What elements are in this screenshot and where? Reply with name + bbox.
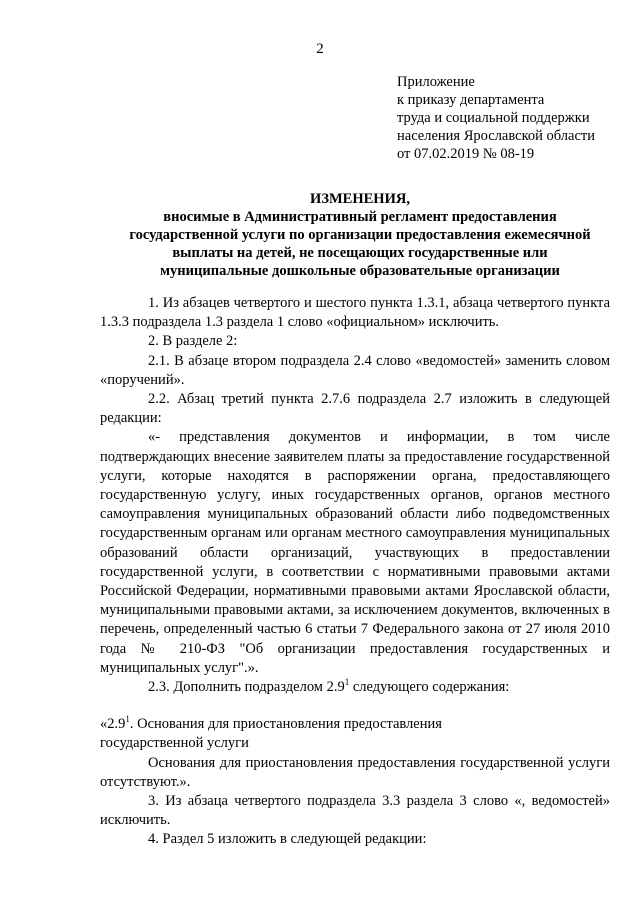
document-body	[100, 294, 610, 850]
appendix-line: от 07.02.2019 № 08-19	[397, 146, 535, 162]
paragraph-4: 4. Раздел 5 изложить в следующей редакции:	[148, 831, 427, 848]
title-line: муниципальные дошкольные образовательные организации	[160, 263, 560, 279]
subsection-heading-line-1	[100, 715, 610, 734]
subsection-title: . Основания для приостановления предоставления	[129, 716, 442, 733]
superscript: 1	[344, 677, 350, 688]
subsection-number: «2.9	[100, 716, 126, 733]
paragraph-2-3-tail: следующего содержания:	[349, 679, 510, 696]
title-line: выплаты на детей, не посещающих государственные или	[172, 245, 548, 261]
paragraph-2: 2. В разделе 2:	[148, 333, 238, 350]
title-heading: ИЗМЕНЕНИЯ,	[310, 191, 410, 207]
appendix-line: к приказу департамента	[397, 92, 545, 108]
paragraph-2-3-text: 2.3. Дополнить подразделом 2.9	[148, 679, 345, 696]
paragraph-grounds: Основания для приостановления предоставления государственной услуги отсутствуют.».	[100, 754, 610, 790]
subsection-heading-line-2: государственной услуги	[100, 735, 249, 752]
paragraph-2-1: 2.1. В абзаце втором подраздела 2.4 слово «ведомостей» заменить словом «поручений».	[100, 352, 610, 388]
page-number: 2	[316, 41, 324, 57]
paragraph-quote: «- представления документов и информации, в том числе подтверждающих внесение заявителем платы за предоставление государственной услуги, которые находятся в распоряжении органа, предоставляющего государственную услугу, иных государственных органов, органов местного самоуправления муниципальных образований области либо подведомственных государственным органам или органам местного самоуправления муниципальных образований области организаций, участвующих в предоставлении государственной услуги, в соответствии с нормативными правовыми актами Российской Федерации, нормативными правовыми актами Ярославской области, муниципальными правовыми актами, за исключением документов, включенных в перечень, определенный частью 6 статьи 7 Федерального закона от 27 июля 2010 года № 210-ФЗ "Об организации предоставления государственных и муниципальных услуг".».	[100, 429, 610, 676]
superscript: 1	[125, 714, 130, 725]
appendix-line: населения Ярославской области	[397, 128, 595, 144]
appendix-line: труда и социальной поддержки	[397, 110, 590, 126]
title-line: вносимые в Административный регламент предоставления	[163, 209, 557, 225]
paragraph-2-3	[100, 678, 610, 697]
document-title	[100, 190, 620, 280]
paragraph-1: 1. Из абзацев четвертого и шестого пункта 1.3.1, абзаца четвертого пункта 1.3.3 подраздела 1.3 раздела 1 слово «официальном» исключить.	[100, 295, 610, 331]
title-line: государственной услуги по организации предоставления ежемесячной	[129, 227, 591, 243]
appendix-block	[397, 73, 637, 163]
paragraph-3: 3. Из абзаца четвертого подраздела 3.3 раздела 3 слово «, ведомостей» исключить.	[100, 793, 610, 829]
appendix-line: Приложение	[397, 74, 475, 90]
paragraph-2-2: 2.2. Абзац третий пункта 2.7.6 подраздела 2.7 изложить в следующей редакции:	[100, 391, 610, 427]
